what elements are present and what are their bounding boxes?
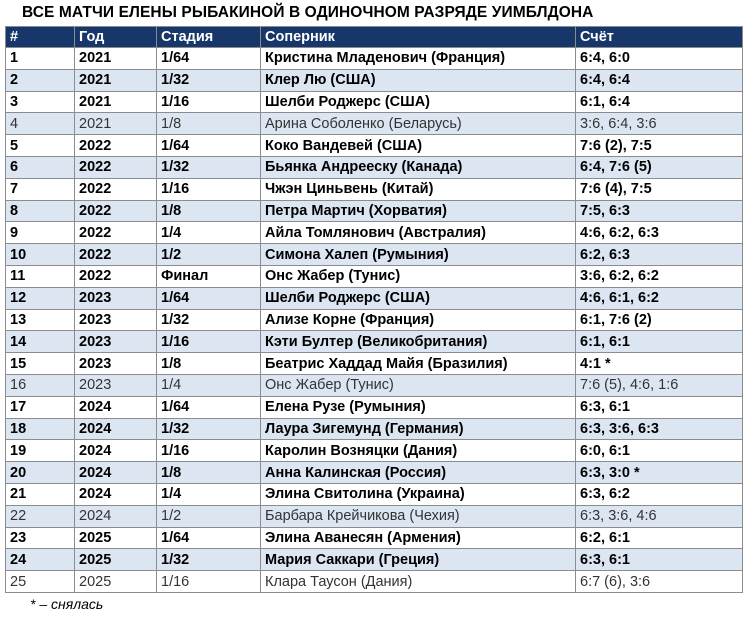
table-row — [6, 527, 743, 549]
cell-stage: 1/32 — [157, 69, 261, 91]
table-row — [6, 440, 743, 462]
cell-stage: 1/32 — [157, 156, 261, 178]
cell-year: 2024 — [75, 418, 157, 440]
column-header-score: Счёт — [576, 27, 743, 48]
cell-number: 3 — [6, 91, 75, 113]
table-row — [6, 483, 743, 505]
cell-score: 6:4, 6:0 — [576, 48, 743, 70]
table-row — [6, 200, 743, 222]
cell-year: 2022 — [75, 244, 157, 266]
cell-number: 16 — [6, 374, 75, 396]
cell-year: 2021 — [75, 69, 157, 91]
cell-number: 10 — [6, 244, 75, 266]
cell-score: 6:3, 3:0 * — [576, 462, 743, 484]
cell-opponent: Бьянка Андрееску (Канада) — [261, 156, 576, 178]
cell-year: 2022 — [75, 222, 157, 244]
table-row — [6, 222, 743, 244]
cell-opponent: Элина Аванесян (Армения) — [261, 527, 576, 549]
cell-stage: 1/4 — [157, 374, 261, 396]
column-header-stage: Стадия — [157, 27, 261, 48]
cell-number: 13 — [6, 309, 75, 331]
cell-number: 25 — [6, 571, 75, 593]
table-row — [6, 48, 743, 70]
cell-score: 4:6, 6:1, 6:2 — [576, 287, 743, 309]
matches-table — [5, 26, 743, 593]
cell-stage: 1/8 — [157, 462, 261, 484]
cell-score: 3:6, 6:4, 3:6 — [576, 113, 743, 135]
table-row — [6, 353, 743, 375]
table-row — [6, 418, 743, 440]
cell-score: 6:3, 6:1 — [576, 396, 743, 418]
cell-year: 2025 — [75, 549, 157, 571]
column-header-number: # — [6, 27, 75, 48]
cell-number: 2 — [6, 69, 75, 91]
cell-stage: 1/64 — [157, 396, 261, 418]
page-title: ВСЕ МАТЧИ ЕЛЕНЫ РЫБАКИНОЙ В ОДИНОЧНОМ РАЗРЯДЕ УИМБЛДОНА — [22, 4, 594, 21]
cell-stage: 1/16 — [157, 571, 261, 593]
cell-stage: 1/32 — [157, 549, 261, 571]
cell-opponent: Элина Свитолина (Украина) — [261, 483, 576, 505]
cell-stage: 1/64 — [157, 48, 261, 70]
cell-score: 6:1, 7:6 (2) — [576, 309, 743, 331]
table-row — [6, 265, 743, 287]
cell-opponent: Кристина Младенович (Франция) — [261, 48, 576, 70]
cell-number: 11 — [6, 265, 75, 287]
cell-number: 21 — [6, 483, 75, 505]
cell-opponent: Шелби Роджерс (США) — [261, 287, 576, 309]
cell-stage: 1/64 — [157, 527, 261, 549]
cell-stage: 1/32 — [157, 309, 261, 331]
cell-score: 6:3, 6:2 — [576, 483, 743, 505]
table-body — [6, 48, 743, 593]
cell-stage: 1/4 — [157, 222, 261, 244]
cell-year: 2024 — [75, 483, 157, 505]
cell-opponent: Онс Жабер (Тунис) — [261, 374, 576, 396]
table-row — [6, 287, 743, 309]
cell-year: 2022 — [75, 265, 157, 287]
cell-stage: 1/16 — [157, 440, 261, 462]
table-row — [6, 309, 743, 331]
cell-opponent: Мария Саккари (Греция) — [261, 549, 576, 571]
table-row — [6, 571, 743, 593]
cell-score: 7:5, 6:3 — [576, 200, 743, 222]
cell-score: 6:4, 6:4 — [576, 69, 743, 91]
cell-opponent: Ализе Корне (Франция) — [261, 309, 576, 331]
cell-number: 6 — [6, 156, 75, 178]
table-row — [6, 374, 743, 396]
cell-stage: 1/16 — [157, 178, 261, 200]
cell-score: 7:6 (4), 7:5 — [576, 178, 743, 200]
cell-opponent: Елена Рузе (Румыния) — [261, 396, 576, 418]
table-header-row — [6, 27, 743, 48]
cell-year: 2022 — [75, 200, 157, 222]
cell-number: 1 — [6, 48, 75, 70]
cell-score: 6:3, 6:1 — [576, 549, 743, 571]
table-row — [6, 69, 743, 91]
footnote: * – снялась — [30, 596, 104, 612]
cell-year: 2024 — [75, 505, 157, 527]
cell-year: 2025 — [75, 571, 157, 593]
cell-year: 2024 — [75, 440, 157, 462]
cell-opponent: Каролин Возняцки (Дания) — [261, 440, 576, 462]
cell-opponent: Петра Мартич (Хорватия) — [261, 200, 576, 222]
cell-score: 6:4, 7:6 (5) — [576, 156, 743, 178]
cell-number: 15 — [6, 353, 75, 375]
table-row — [6, 505, 743, 527]
cell-year: 2024 — [75, 462, 157, 484]
cell-opponent: Онс Жабер (Тунис) — [261, 265, 576, 287]
cell-opponent: Кэти Бултер (Великобритания) — [261, 331, 576, 353]
cell-number: 7 — [6, 178, 75, 200]
table-row — [6, 113, 743, 135]
cell-number: 19 — [6, 440, 75, 462]
cell-stage: 1/8 — [157, 353, 261, 375]
table-row — [6, 156, 743, 178]
cell-stage: 1/2 — [157, 244, 261, 266]
cell-score: 6:2, 6:3 — [576, 244, 743, 266]
cell-score: 6:0, 6:1 — [576, 440, 743, 462]
table-row — [6, 178, 743, 200]
cell-year: 2022 — [75, 135, 157, 157]
cell-opponent: Клара Таусон (Дания) — [261, 571, 576, 593]
cell-number: 12 — [6, 287, 75, 309]
cell-opponent: Арина Соболенко (Беларусь) — [261, 113, 576, 135]
cell-number: 8 — [6, 200, 75, 222]
cell-opponent: Клер Лю (США) — [261, 69, 576, 91]
column-header-year: Год — [75, 27, 157, 48]
cell-stage: 1/16 — [157, 331, 261, 353]
cell-number: 22 — [6, 505, 75, 527]
cell-opponent: Анна Калинская (Россия) — [261, 462, 576, 484]
cell-year: 2025 — [75, 527, 157, 549]
cell-number: 23 — [6, 527, 75, 549]
cell-opponent: Айла Томлянович (Австралия) — [261, 222, 576, 244]
cell-stage: 1/4 — [157, 483, 261, 505]
cell-opponent: Чжэн Циньвень (Китай) — [261, 178, 576, 200]
cell-year: 2021 — [75, 48, 157, 70]
cell-stage: 1/2 — [157, 505, 261, 527]
cell-year: 2024 — [75, 396, 157, 418]
cell-score: 6:1, 6:1 — [576, 331, 743, 353]
cell-year: 2023 — [75, 374, 157, 396]
cell-number: 20 — [6, 462, 75, 484]
cell-year: 2022 — [75, 156, 157, 178]
cell-opponent: Лаура Зигемунд (Германия) — [261, 418, 576, 440]
table-row — [6, 462, 743, 484]
column-header-opponent: Соперник — [261, 27, 576, 48]
cell-year: 2022 — [75, 178, 157, 200]
cell-number: 18 — [6, 418, 75, 440]
table-row — [6, 91, 743, 113]
cell-stage: 1/8 — [157, 113, 261, 135]
cell-score: 6:3, 3:6, 6:3 — [576, 418, 743, 440]
cell-number: 5 — [6, 135, 75, 157]
table-row — [6, 331, 743, 353]
cell-score: 6:1, 6:4 — [576, 91, 743, 113]
table-row — [6, 396, 743, 418]
cell-score: 4:1 * — [576, 353, 743, 375]
cell-year: 2023 — [75, 353, 157, 375]
cell-number: 17 — [6, 396, 75, 418]
cell-opponent: Коко Вандевей (США) — [261, 135, 576, 157]
cell-score: 6:2, 6:1 — [576, 527, 743, 549]
table-row — [6, 244, 743, 266]
cell-number: 24 — [6, 549, 75, 571]
cell-score: 6:3, 3:6, 4:6 — [576, 505, 743, 527]
cell-year: 2021 — [75, 91, 157, 113]
cell-score: 7:6 (2), 7:5 — [576, 135, 743, 157]
cell-stage: 1/64 — [157, 287, 261, 309]
cell-score: 7:6 (5), 4:6, 1:6 — [576, 374, 743, 396]
cell-stage: 1/16 — [157, 91, 261, 113]
cell-opponent: Симона Халеп (Румыния) — [261, 244, 576, 266]
cell-stage: 1/64 — [157, 135, 261, 157]
cell-stage: 1/8 — [157, 200, 261, 222]
cell-year: 2023 — [75, 331, 157, 353]
cell-score: 4:6, 6:2, 6:3 — [576, 222, 743, 244]
table-row — [6, 135, 743, 157]
cell-opponent: Шелби Роджерс (США) — [261, 91, 576, 113]
cell-number: 4 — [6, 113, 75, 135]
cell-year: 2023 — [75, 309, 157, 331]
table-row — [6, 549, 743, 571]
cell-number: 14 — [6, 331, 75, 353]
cell-stage: 1/32 — [157, 418, 261, 440]
cell-number: 9 — [6, 222, 75, 244]
cell-year: 2023 — [75, 287, 157, 309]
cell-stage: Финал — [157, 265, 261, 287]
cell-opponent: Беатрис Хаддад Майя (Бразилия) — [261, 353, 576, 375]
cell-score: 3:6, 6:2, 6:2 — [576, 265, 743, 287]
cell-score: 6:7 (6), 3:6 — [576, 571, 743, 593]
cell-year: 2021 — [75, 113, 157, 135]
cell-opponent: Барбара Крейчикова (Чехия) — [261, 505, 576, 527]
